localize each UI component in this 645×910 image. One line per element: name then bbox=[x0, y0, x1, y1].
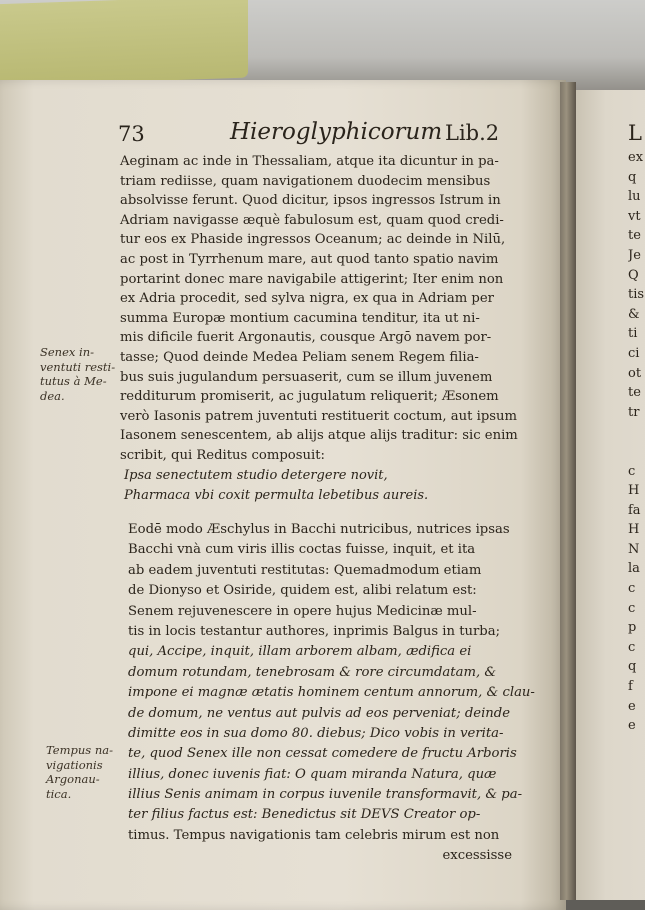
text-line: scribit, qui Reditus composuit: bbox=[120, 447, 325, 463]
verse-line: Pharmaca vbi coxit permulta lebetibus aureis. bbox=[124, 487, 429, 503]
right-page-fragment: tis bbox=[628, 287, 645, 303]
text-line: Senem rejuvenescere in opere hujus Medicinæ mul- bbox=[128, 603, 477, 619]
text-line: Aeginam ac inde in Thessaliam, atque ita dicuntur in pa- bbox=[120, 154, 499, 169]
right-page-fragment: N bbox=[628, 541, 640, 557]
running-title: Hieroglyphicorum bbox=[230, 119, 443, 145]
text-line: Eodē modo Æschylus in Bacchi nutricibus, nutrices ipsas bbox=[128, 522, 510, 537]
margin-line: Senex in- bbox=[40, 345, 95, 359]
right-page-fragment: ex bbox=[628, 150, 644, 165]
margin-line: Argonau- bbox=[46, 772, 100, 786]
right-page-fragment: te bbox=[628, 385, 641, 401]
right-page-fragment: H bbox=[628, 522, 640, 538]
right-page-fragment bbox=[628, 442, 645, 462]
right-page-fragment: te bbox=[628, 228, 641, 244]
text-line: impone ei magnæ ætatis hominem centum annorum, & clau- bbox=[128, 685, 535, 701]
right-page-fragment: Q bbox=[628, 267, 639, 283]
right-page-fragment: vt bbox=[628, 208, 641, 224]
right-page-fragment: tr bbox=[628, 404, 640, 420]
second-paragraph bbox=[128, 520, 535, 867]
right-page-fragment: q bbox=[628, 659, 637, 675]
text-line: tur eos ex Phaside ingressos Oceanum; ac deinde in Nilū, bbox=[120, 232, 506, 248]
text-line: ter filius factus est: Benedictus sit DEVS Creator op- bbox=[128, 807, 481, 823]
margin-line: Tempus na- bbox=[46, 743, 113, 757]
margin-line: tutus à Me- bbox=[40, 374, 107, 388]
text-line: triam rediisse, quam navigationem duodecim mensibus bbox=[120, 173, 491, 189]
verse-quote bbox=[124, 466, 504, 505]
text-line: verò Iasonis patrem juventuti restituerit coctum, aut ipsum bbox=[120, 408, 518, 424]
text-line: tis in locis testantur authores, inprimis Balgus in turba; bbox=[128, 623, 501, 639]
margin-line: vigationis bbox=[46, 757, 103, 772]
text-line: ab eadem juventuti restitutas: Quemadmodum etiam bbox=[128, 562, 482, 578]
text-line: dimitte eos in sua domo 80. diebus; Dico vobis in verita- bbox=[128, 725, 504, 741]
right-page-fragment: c bbox=[628, 639, 636, 655]
right-page-fragment: e bbox=[628, 718, 636, 734]
right-page-fragment: ti bbox=[628, 326, 638, 342]
right-page-fragment: lu bbox=[628, 189, 641, 205]
right-page-fragment: c bbox=[628, 581, 636, 597]
text-line: mis dificile fuerit Argonautis, cousque Argō navem por- bbox=[120, 330, 492, 346]
main-paragraph bbox=[120, 152, 516, 466]
text-line: Bacchi vnà cum viris illis coctas fuisse, inquit, et ita bbox=[128, 542, 476, 558]
right-page-fragments bbox=[628, 122, 645, 822]
margin-line: ventuti resti- bbox=[40, 359, 116, 374]
text-line: absolvisse ferunt. Quod dicitur, ipsos ingressos Istrum in bbox=[120, 193, 501, 209]
text-line: summa Europæ montium cacumina tenditur, ita ut ni- bbox=[120, 310, 480, 326]
margin-line: tica. bbox=[46, 786, 72, 801]
right-page-fragment: Je bbox=[628, 247, 641, 263]
right-page-fragment: ci bbox=[628, 345, 640, 361]
right-page-fragment: c bbox=[628, 463, 636, 479]
text-line: timus. Tempus navigationis tam celebris mirum est non bbox=[128, 827, 500, 843]
text-line: Iasonem senescentem, ab alijs atque alijs traditur: sic enim bbox=[120, 428, 518, 444]
text-line: illius, donec iuvenis fiat: O quam miranda Natura, quæ bbox=[128, 766, 497, 782]
right-page-fragment: ot bbox=[628, 365, 642, 381]
right-page-fragment: p bbox=[628, 620, 637, 636]
text-line: Adriam navigasse æquè fabulosum est, quam quod credi- bbox=[120, 212, 504, 228]
page-header bbox=[118, 118, 538, 148]
text-line: illius Senis animam in corpus iuvenile transformavit, & pa- bbox=[128, 787, 523, 803]
right-page-fragment: c bbox=[628, 600, 636, 616]
book-number: Lib.2 bbox=[445, 121, 500, 145]
catchword: excessisse bbox=[442, 848, 512, 864]
right-page-fragment: H bbox=[628, 483, 640, 499]
margin-line: dea. bbox=[40, 388, 65, 403]
marginal-note-medea bbox=[40, 345, 115, 403]
verse-line: Ipsa senectutem studio detergere novit, bbox=[124, 468, 388, 483]
book-gutter bbox=[560, 82, 576, 900]
text-line: qui, Accipe, inquit, illam arborem albam, ædifica ei bbox=[128, 644, 472, 660]
text-line: domum rotundam, tenebrosam & rore circumdatam, & bbox=[128, 664, 497, 680]
text-line: redditurum promiserit, ac jugulatum reliquerit; Æsonem bbox=[120, 389, 499, 405]
right-page-fragment: e bbox=[628, 698, 636, 714]
marginal-note-voyage bbox=[46, 743, 113, 801]
foam-support bbox=[0, 0, 248, 87]
text-line: te, quod Senex ille non cessat comedere de fructu Arboris bbox=[128, 746, 517, 762]
right-page-fragment: q bbox=[628, 169, 637, 185]
page-number: 73 bbox=[118, 122, 145, 146]
text-line: de domum, ne ventus aut pulvis ad eos perveniat; deinde bbox=[128, 705, 511, 721]
text-line: tasse; Quod deinde Medea Peliam senem Regem filia- bbox=[120, 349, 479, 365]
right-page-fragment: la bbox=[628, 561, 640, 577]
right-page-fragment: f bbox=[628, 679, 633, 695]
text-line: portarint donec mare navigabile attigerint; Iter enim non bbox=[120, 271, 504, 287]
text-line: de Dionyso et Osiride, quidem est, alibi relatum est: bbox=[128, 583, 477, 599]
right-page-header: L bbox=[628, 122, 642, 145]
text-line: ex Adria procedit, sed sylva nigra, ex qua in Adriam per bbox=[120, 291, 494, 307]
right-page-fragment bbox=[628, 422, 645, 442]
right-page-fragment: & bbox=[628, 306, 640, 322]
text-line: ac post in Tyrrhenum mare, aut quod tanto spatio navim bbox=[120, 251, 499, 267]
right-page-fragment: fa bbox=[628, 502, 641, 518]
text-line: bus suis jugulandum persuaserit, cum se illum juvenem bbox=[120, 369, 493, 385]
